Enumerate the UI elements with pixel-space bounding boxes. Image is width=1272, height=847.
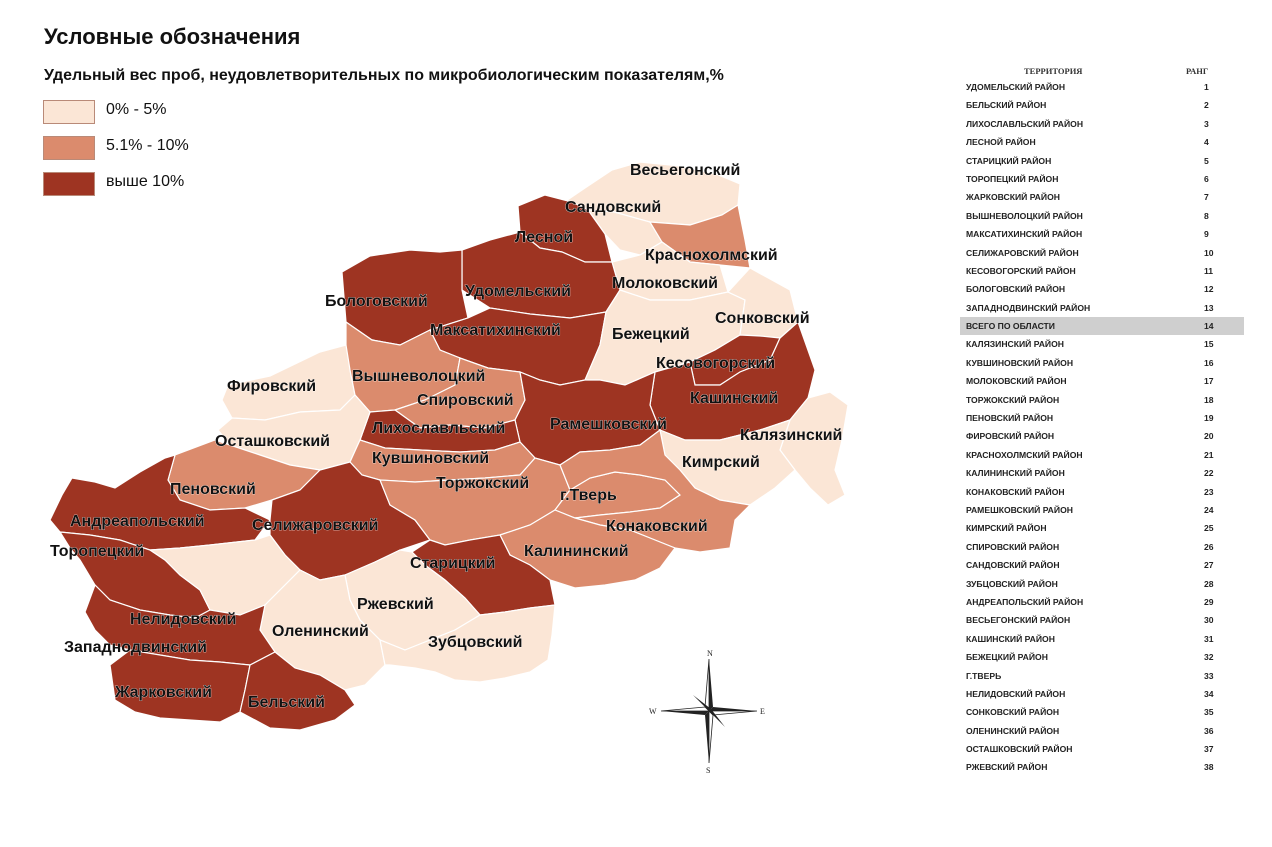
ranking-row [960,758,1244,776]
ranking-territory-name: МОЛОКОВСКИЙ РАЙОН [966,376,1067,387]
ranking-territory-name: ПЕНОВСКИЙ РАЙОН [966,413,1054,424]
region-label: Кашинский [690,390,779,407]
region-label: Спировский [417,392,514,409]
ranking-rank-value: 17 [1204,376,1214,387]
region-label: Жарковский [115,684,212,701]
ranking-rank-value: 23 [1204,486,1214,497]
region-label: Андреапольский [70,513,205,530]
ranking-row [960,409,1244,427]
legend-label-high: выше 10% [106,173,185,190]
ranking-territory-name: КИМРСКИЙ РАЙОН [966,523,1047,534]
ranking-territory-name: БЕЖЕЦКИЙ РАЙОН [966,652,1048,663]
ranking-row-total [960,317,1244,335]
ranking-row [960,685,1244,703]
ranking-territory-name: ЛЕСНОЙ РАЙОН [966,137,1036,148]
ranking-row [960,464,1244,482]
ranking-territory-name: КЕСОВОГОРСКИЙ РАЙОН [966,265,1076,276]
region-label: Кесовогорский [656,355,776,372]
ranking-territory-name: БОЛОГОВСКИЙ РАЙОН [966,284,1066,295]
ranking-row [960,556,1244,574]
ranking-territory-name: КАШИНСКИЙ РАЙОН [966,633,1055,644]
ranking-rank-value: 24 [1204,504,1214,515]
ranking-rank-value: 33 [1204,670,1214,681]
col-territory-header: ТЕРРИТОРИЯ [1024,66,1083,76]
region-label: Торжокский [436,475,530,492]
region-label: Рамешковский [550,416,668,433]
ranking-territory-name: ОСТАШКОВСКИЙ РАЙОН [966,744,1073,755]
ranking-rank-value: 15 [1204,339,1214,350]
ranking-rank-value: 4 [1204,137,1209,148]
region-label: Бологовский [325,293,428,310]
ranking-territory-name: ВСЕГО ПО ОБЛАСТИ [966,321,1055,332]
ranking-rank-value: 5 [1204,155,1209,166]
compass-needle-south [705,711,709,763]
compass-needle-west [661,711,709,715]
col-rank-header: РАНГ [1186,66,1209,76]
ranking-rows [960,78,1244,777]
ranking-row [960,703,1244,721]
region-label: Кимрский [682,454,760,471]
ranking-row [960,740,1244,758]
ranking-rank-value: 14 [1204,321,1214,332]
ranking-row [960,575,1244,593]
legend-label-low: 0% - 5% [106,101,167,118]
ranking-rank-value: 11 [1204,265,1214,276]
compass-needle-north [709,659,713,711]
ranking-rank-value: 6 [1204,173,1209,184]
ranking-territory-name: САНДОВСКИЙ РАЙОН [966,560,1060,571]
ranking-row [960,483,1244,501]
ranking-rank-value: 34 [1204,688,1214,699]
ranking-rank-value: 32 [1204,652,1214,663]
ranking-rank-value: 19 [1204,413,1214,424]
ranking-row [960,207,1244,225]
ranking-territory-name: КУВШИНОВСКИЙ РАЙОН [966,357,1074,368]
ranking-rank-value: 2 [1204,100,1209,111]
ranking-territory-name: Г.ТВЕРЬ [966,670,1002,681]
region-label: Молоковский [612,275,719,292]
ranking-territory-name: РАМЕШКОВСКИЙ РАЙОН [966,504,1073,515]
compass-label-s: S [706,766,711,775]
region-label: Селижаровский [252,517,379,534]
ranking-rank-value: 7 [1204,192,1209,203]
ranking-territory-name: КАЛИНИНСКИЙ РАЙОН [966,468,1065,479]
region-label: Старицкий [410,555,496,572]
ranking-row [960,225,1244,243]
ranking-row [960,593,1244,611]
ranking-rank-value: 26 [1204,541,1214,552]
ranking-row [960,354,1244,372]
region-label: Ржевский [357,596,434,613]
ranking-row [960,244,1244,262]
ranking-territory-name: БЕЛЬСКИЙ РАЙОН [966,100,1047,111]
ranking-row [960,335,1244,353]
ranking-rank-value: 29 [1204,596,1214,607]
ranking-row [960,78,1244,96]
ranking-row [960,170,1244,188]
region-label: Максатихинский [430,322,561,339]
ranking-rank-value: 21 [1204,449,1214,460]
ranking-territory-name: ОЛЕНИНСКИЙ РАЙОН [966,725,1060,736]
ranking-row [960,391,1244,409]
ranking-rank-value: 37 [1204,744,1214,755]
ranking-territory-name: СТАРИЦКИЙ РАЙОН [966,155,1052,166]
ranking-territory-name: МАКСАТИХИНСКИЙ РАЙОН [966,229,1083,240]
region-label: Калязинский [740,427,843,444]
ranking-territory-name: ВЕСЬЕГОНСКИЙ РАЙОН [966,615,1071,626]
region-label: Нелидовский [130,611,237,628]
region-label: Весьегонский [630,162,741,179]
region-label: г.Тверь [560,487,617,504]
ranking-territory-name: ВЫШНЕВОЛОЦКИЙ РАЙОН [966,210,1083,221]
ranking-territory-name: СЕЛИЖАРОВСКИЙ РАЙОН [966,247,1079,258]
ranking-territory-name: РЖЕВСКИЙ РАЙОН [966,762,1048,773]
ranking-rank-value: 27 [1204,560,1214,571]
ranking-rank-value: 12 [1204,284,1214,295]
ranking-row [960,115,1244,133]
ranking-rank-value: 25 [1204,523,1214,534]
ranking-rank-value: 30 [1204,615,1214,626]
region-label: Конаковский [606,518,708,535]
ranking-territory-name: КОНАКОВСКИЙ РАЙОН [966,486,1065,497]
ranking-row [960,538,1244,556]
compass-rose [649,649,765,775]
region-label: Сонковский [715,310,810,327]
region-label: Пеновский [170,481,256,498]
ranking-row [960,630,1244,648]
region-label: Зубцовский [428,634,523,651]
ranking-header [960,66,1244,78]
ranking-row [960,280,1244,298]
region-label: Сандовский [565,199,662,216]
ranking-rank-value: 3 [1204,118,1209,129]
ranking-rank-value: 31 [1204,633,1214,644]
ranking-rank-value: 38 [1204,762,1214,773]
ranking-rank-value: 18 [1204,394,1214,405]
ranking-territory-name: ЗУБЦОВСКИЙ РАЙОН [966,578,1058,589]
ranking-territory-name: ЛИХОСЛАВЛЬСКИЙ РАЙОН [966,118,1084,129]
ranking-territory-name: УДОМЕЛЬСКИЙ РАЙОН [966,82,1066,92]
ranking-rank-value: 22 [1204,468,1214,479]
ranking-rank-value: 8 [1204,210,1209,221]
legend-label-mid: 5.1% - 10% [106,137,189,154]
ranking-rank-value: 13 [1204,302,1214,313]
region-label: Фировский [227,378,317,395]
ranking-row [960,188,1244,206]
ranking-row [960,722,1244,740]
ranking-row [960,152,1244,170]
ranking-territory-name: НЕЛИДОВСКИЙ РАЙОН [966,688,1066,699]
ranking-territory-name: СОНКОВСКИЙ РАЙОН [966,707,1060,718]
compass-label-e: E [760,707,765,716]
compass-label-w: W [649,707,657,716]
ranking-row [960,427,1244,445]
ranking-row [960,519,1244,537]
legend-subtitle: Удельный вес проб, неудовлетворительных по микробиологическим показателям,% [44,67,724,84]
ranking-row [960,667,1244,685]
compass-label-n: N [707,649,713,658]
ranking-territory-name: КРАСНОХОЛМСКИЙ РАЙОН [966,449,1083,460]
region-label: Калининский [524,543,629,560]
compass-needle-east [709,707,757,711]
region-label: Лесной [515,229,574,246]
legend-title: Условные обозначения [44,24,301,49]
region-label: Вышневолоцкий [352,368,486,385]
ranking-row [960,133,1244,151]
ranking-rank-value: 35 [1204,707,1214,718]
ranking-row [960,96,1244,114]
region-label: Кувшиновский [372,450,490,467]
region-label: Осташковский [215,433,330,450]
ranking-row [960,446,1244,464]
ranking-rank-value: 20 [1204,431,1214,442]
ranking-rank-value: 28 [1204,578,1214,589]
region-label: Краснохолмский [645,247,778,264]
ranking-row [960,299,1244,317]
region-label: Западнодвинский [64,639,207,656]
ranking-territory-name: ФИРОВСКИЙ РАЙОН [966,431,1055,442]
region-label: Бежецкий [612,326,690,343]
ranking-territory-name: КАЛЯЗИНСКИЙ РАЙОН [966,339,1064,350]
ranking-territory-name: ТОРЖОКСКИЙ РАЙОН [966,394,1060,405]
ranking-row [960,501,1244,519]
region-label: Торопецкий [50,543,145,560]
region-label: Бельский [248,694,325,711]
ranking-rank-value: 9 [1204,229,1209,240]
ranking-row [960,611,1244,629]
ranking-table [960,66,1244,777]
ranking-rank-value: 1 [1204,82,1209,92]
ranking-territory-name: АНДРЕАПОЛЬСКИЙ РАЙОН [966,596,1084,607]
region-label: Удомельский [465,283,571,300]
ranking-territory-name: ТОРОПЕЦКИЙ РАЙОН [966,173,1059,184]
ranking-territory-name: СПИРОВСКИЙ РАЙОН [966,541,1060,552]
ranking-territory-name: ЗАПАДНОДВИНСКИЙ РАЙОН [966,302,1091,313]
ranking-territory-name: ЖАРКОВСКИЙ РАЙОН [966,192,1060,203]
ranking-row [960,372,1244,390]
region-label: Лихославльский [372,420,506,437]
ranking-rank-value: 36 [1204,725,1214,736]
ranking-row [960,648,1244,666]
region-label: Оленинский [272,623,369,640]
ranking-row [960,262,1244,280]
ranking-rank-value: 16 [1204,357,1214,368]
ranking-rank-value: 10 [1204,247,1214,258]
